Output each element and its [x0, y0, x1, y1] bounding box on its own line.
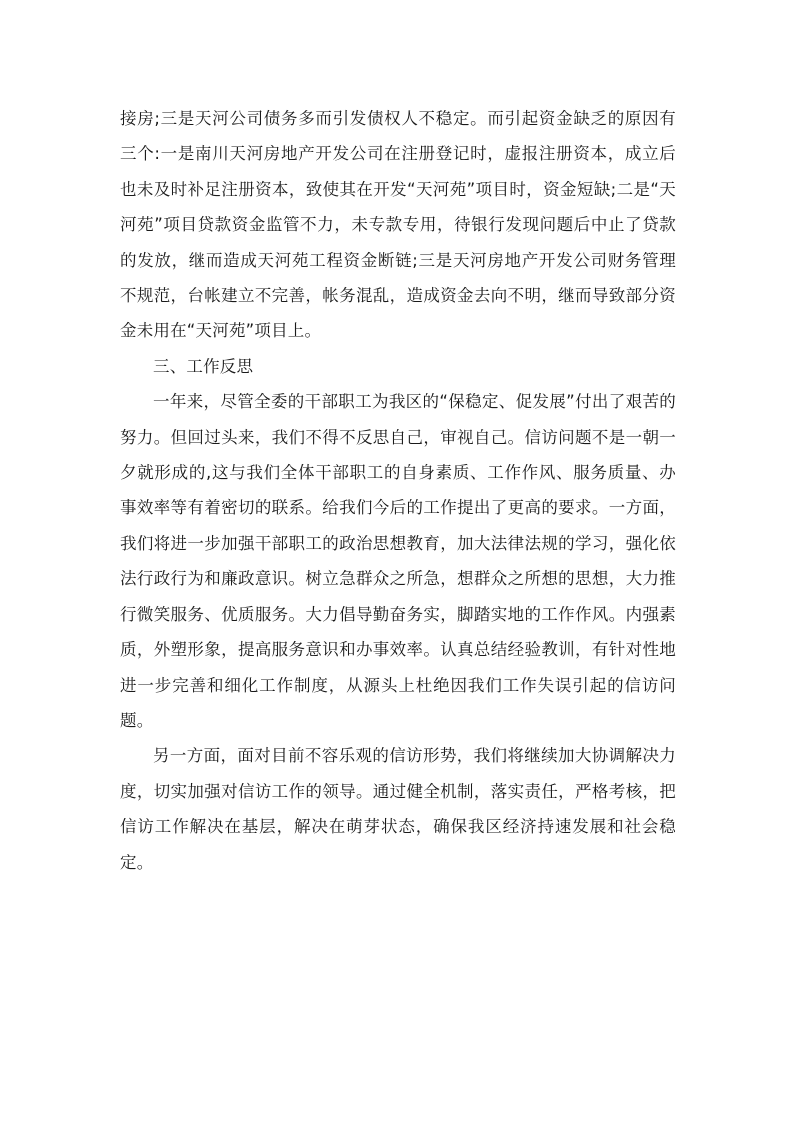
paragraph-reflection: 一年来，尽管全委的干部职工为我区的“保稳定、促发展”付出了艰苦的努力。但回过头来，我们不得不反思自己，审视自己。信访问题不是一朝一夕就形成的,这与我们全体干部职工的自身素质、工作作风、服务质量、办事效率等有着密切的联系。给我们今后的工作提出了更高的要求。一方面，我们将进一步加强干部职工的政治思想教育，加大法律法规的学习，强化依法行政行为和廉政意识。树立急群众之所急，想群众之所想的思想，大力推行微笑服务、优质服务。大力倡导勤奋务实，脚踏实地的工作作风。内强素质，外塑形象，提高服务意识和办事效率。认真总结经验教训，有针对性地进一步完善和细化工作制度，从源头上杜绝因我们工作失误引起的信访问题。 — [120, 392, 676, 730]
paragraph-other-aspect: 另一方面，面对目前不容乐观的信访形势，我们将继续加大协调解决力度，切实加强对信访工作的领导。通过健全机制，落实责任，严格考核，把信访工作解决在基层，解决在萌芽状态，确保我区经济持速发展和社会稳定。 — [120, 746, 676, 872]
paragraph-continuation: 接房;三是天河公司债务多而引发债权人不稳定。而引起资金缺乏的原因有三个:一是南川天河房地产开发公司在注册登记时，虚报注册资本，成立后也未及时补足注册资本，致使其在开发“天河苑”项目时，资金短缺;二是“天河苑”项目贷款资金监管不力，未专款专用，待银行发现问题后中止了贷款的发放，继而造成天河苑工程资金断链;三是天河房地产开发公司财务管理不规范，台帐建立不完善，帐务混乱，造成资金去向不明，继而导致部分资金未用在“天河苑”项目上。 — [120, 109, 676, 341]
document-body — [120, 101, 676, 880]
section-heading-work-reflection: 三、工作反思 — [153, 356, 254, 376]
